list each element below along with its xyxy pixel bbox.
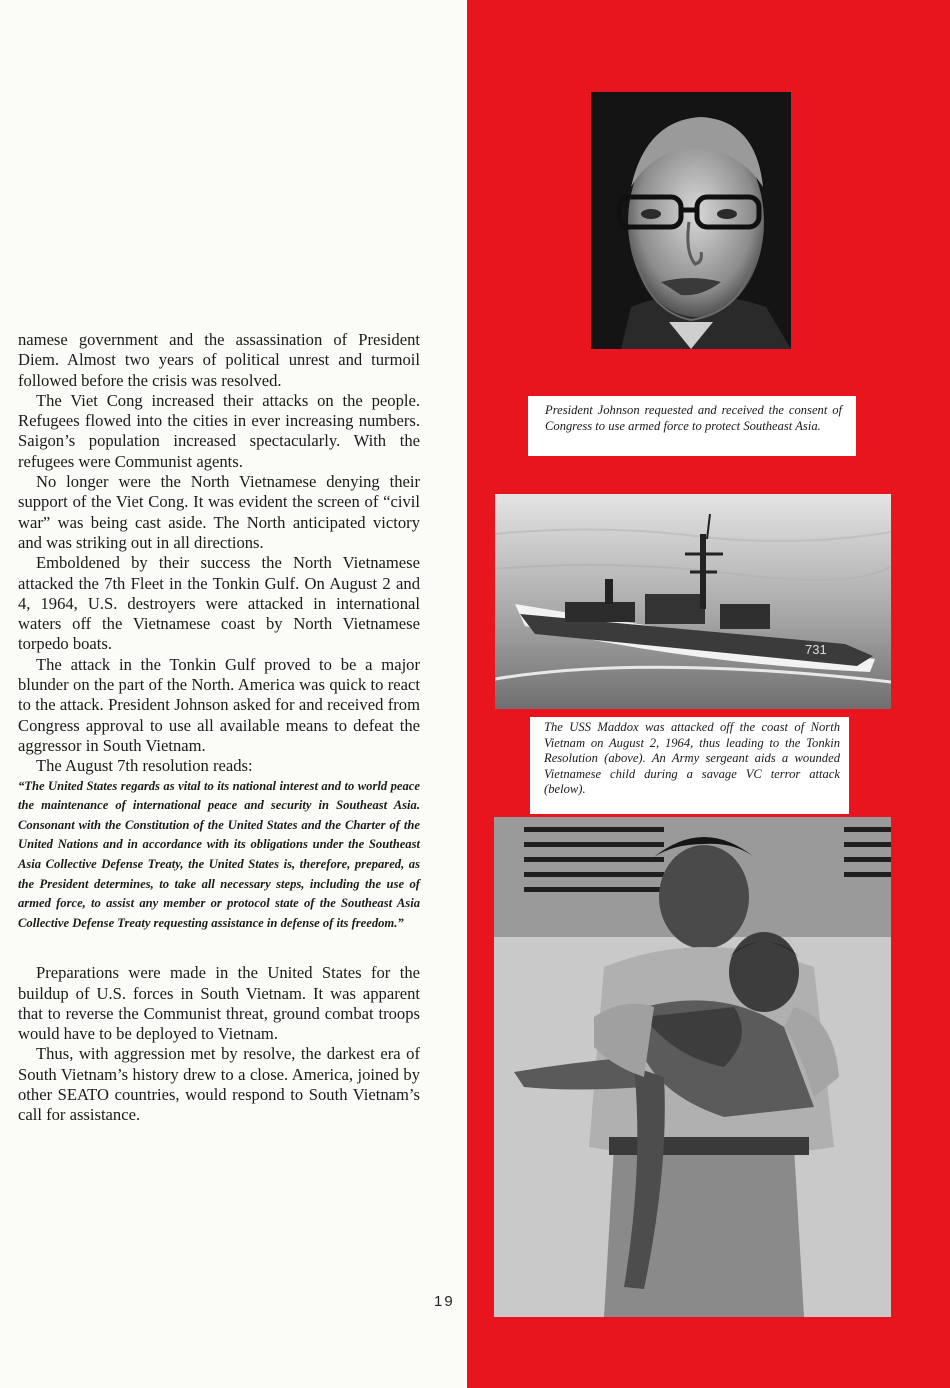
article-paragraph: Thus, with aggression met by resolve, the darkest era of South Vietnam’s history drew to a close. America, joined by other SEATO countries, would respond to South Vietnam’s call for assistance.	[18, 1044, 420, 1125]
article-paragraph: Emboldened by their success the North Vietnamese attacked the 7th Fleet in the Tonkin Gulf. On August 2 and 4, 1964, U.S. destroyers were attacked in international waters off the Vietnamese coast by North Vietnamese torpedo boats.	[18, 553, 420, 654]
destroyer-illustration	[495, 494, 891, 709]
article-paragraph: The August 7th resolution reads:	[36, 756, 253, 776]
sergeant-illustration	[494, 817, 891, 1317]
hull-number: 731	[805, 642, 827, 657]
caption-text: The USS Maddox was attacked off the coast of North Vietnam on August 2, 1964, thus leading to the Tonkin Resolution (above). An Army sergeant aids a wounded Vietnamese child during a savage VC terror attack (below).	[544, 720, 840, 797]
uss-maddox-photo	[495, 494, 891, 709]
caption-johnson	[528, 396, 856, 456]
article-paragraph: The Viet Cong increased their attacks on the people. Refugees flowed into the cities in ever increasing numbers. Saigon’s population increased spectacularly. With the refugees were Communist agents.	[18, 390, 420, 471]
page-number: 19	[434, 1293, 455, 1310]
portrait-illustration	[591, 92, 791, 349]
article-paragraph: No longer were the North Vietnamese denying their support of the Viet Cong. It was evident the screen of “civil war” was being cast aside. The North anticipated victory and was striking out in all directions.	[18, 472, 420, 552]
caption-maddox-and-sergeant	[530, 717, 849, 814]
article-paragraph: The attack in the Tonkin Gulf proved to be a major blunder on the part of the North. America was quick to react to the attack. President Johnson asked for and received from Congress approval to use all available means to defeat the aggressor in South Vietnam.	[18, 654, 420, 755]
resolution-quote: “The United States regards as vital to its national interest and to world peace the maintenance of international peace and security in Southeast Asia. Consonant with the Constitution of the United States and the Charter of the United Nations and in accordance with its obligations under the Southeast Asia Collective Defense Treaty, the United States is, therefore, prepared, as the President determines, to take all necessary steps, including the use of armed force, to assist any member or protocol state of the Southeast Asia Collective Defense Treaty requesting assistance in defense of its freedom.”	[18, 778, 420, 930]
caption-text: President Johnson requested and received the consent of Congress to use armed force to protect Southeast Asia.	[545, 403, 842, 433]
article-text-column	[18, 330, 420, 1126]
article-paragraph: Preparations were made in the United States for the buildup of U.S. forces in South Vietnam. It was apparent that to reverse the Communist threat, ground combat troops would have to be deployed to Vietnam.	[18, 963, 420, 1044]
johnson-portrait-photo	[591, 92, 791, 349]
article-paragraph: namese government and the assassination of President Diem. Almost two years of political unrest and turmoil followed before the crisis was resolved.	[18, 330, 420, 390]
sergeant-child-photo	[494, 817, 891, 1317]
